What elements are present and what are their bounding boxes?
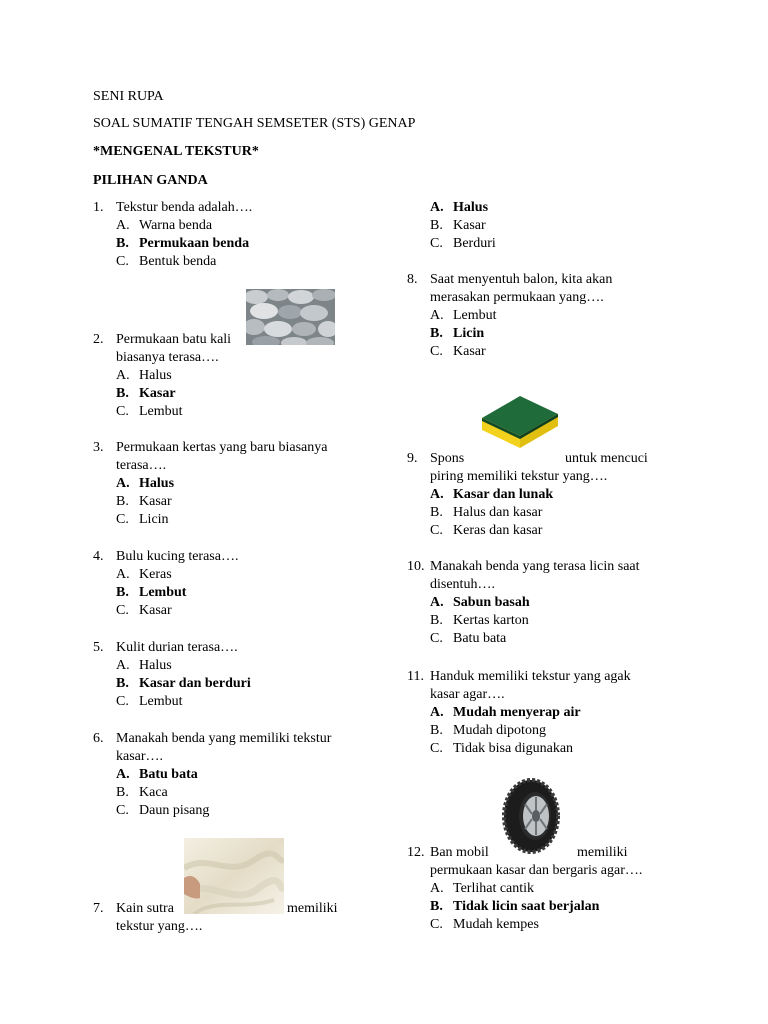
question-number: 8. — [407, 272, 418, 287]
question-number: 1. — [93, 200, 104, 215]
option-b: B. Kasar — [116, 494, 172, 509]
question-text-cont: permukaan kasar dan bergaris agar…. — [430, 863, 643, 878]
option-a: A. Lembut — [430, 308, 497, 323]
question-text-cont: biasanya terasa…. — [116, 350, 219, 365]
question-text-after-image: memiliki — [287, 901, 338, 916]
question-text-cont: terasa…. — [116, 458, 167, 473]
question-text-cont: kasar…. — [116, 749, 164, 764]
question-number: 6. — [93, 731, 104, 746]
question-text: Manakah benda yang terasa licin saat — [430, 559, 640, 574]
question-text: Saat menyentuh balon, kita akan — [430, 272, 613, 287]
question-text-cont: kasar agar…. — [430, 687, 505, 702]
question-number: 5. — [93, 640, 104, 655]
option-c: C. Keras dan kasar — [430, 523, 543, 538]
question-text: Kulit durian terasa…. — [116, 640, 238, 655]
car-tire-image — [498, 777, 564, 855]
question-number: 11. — [407, 669, 424, 684]
question-number: 9. — [407, 451, 418, 466]
option-b: B. Kasar — [430, 218, 486, 233]
subject-title: SENI RUPA — [93, 89, 164, 104]
option-c: C. Lembut — [116, 404, 183, 419]
exam-title: SOAL SUMATIF TENGAH SEMSETER (STS) GENAP — [93, 116, 416, 131]
option-a-correct: A. Halus — [430, 200, 489, 215]
section-title: PILIHAN GANDA — [93, 173, 208, 188]
question-text-cont: piring memiliki tekstur yang…. — [430, 469, 608, 484]
question-text: Ban mobil — [430, 845, 489, 860]
option-c: C. Daun pisang — [116, 803, 210, 818]
option-a-correct: A. Halus — [116, 476, 175, 491]
question-text: Permukaan batu kali — [116, 332, 232, 347]
option-c: C. Lembut — [116, 694, 183, 709]
option-b: B. Mudah dipotong — [430, 723, 546, 738]
question-text-after-image: untuk mencuci — [565, 451, 648, 466]
option-b-correct: B. Kasar — [116, 386, 176, 401]
option-c: C. Tidak bisa digunakan — [430, 741, 574, 756]
question-text: Kain sutra — [116, 901, 174, 916]
option-b-correct: B. Tidak licin saat berjalan — [430, 899, 600, 914]
question-text: Permukaan kertas yang baru biasanya — [116, 440, 328, 455]
option-b: B. Kertas karton — [430, 613, 529, 628]
question-text-cont: disentuh…. — [430, 577, 495, 592]
option-c: C. Kasar — [430, 344, 486, 359]
option-a: A. Keras — [116, 567, 172, 582]
option-a: A. Warna benda — [116, 218, 213, 233]
option-c: C. Batu bata — [430, 631, 507, 646]
option-b-correct: B. Lembut — [116, 585, 187, 600]
option-b-correct: B. Licin — [430, 326, 485, 341]
question-text: Manakah benda yang memiliki tekstur — [116, 731, 332, 746]
option-a-correct: A. Sabun basah — [430, 595, 530, 610]
question-text: Handuk memiliki tekstur yang agak — [430, 669, 631, 684]
option-b: B. Kaca — [116, 785, 168, 800]
question-text-cont: merasakan permukaan yang…. — [430, 290, 604, 305]
option-c: C. Kasar — [116, 603, 172, 618]
question-text: Tekstur benda adalah…. — [116, 200, 253, 215]
option-b: B. Halus dan kasar — [430, 505, 543, 520]
option-c: C. Licin — [116, 512, 169, 527]
question-text-after-image: memiliki — [577, 845, 628, 860]
question-number: 4. — [93, 549, 104, 564]
river-stones-image — [246, 289, 335, 345]
option-b-correct: B. Kasar dan berduri — [116, 676, 251, 691]
silk-cloth-image — [184, 838, 284, 914]
option-c: C. Bentuk benda — [116, 254, 217, 269]
option-a: A. Halus — [116, 368, 172, 383]
option-a-correct: A. Batu bata — [116, 767, 198, 782]
option-c: C. Berduri — [430, 236, 496, 251]
question-number: 7. — [93, 901, 104, 916]
question-number: 10. — [407, 559, 425, 574]
question-number: 12. — [407, 845, 425, 860]
option-a-correct: A. Kasar dan lunak — [430, 487, 554, 502]
option-a: A. Terlihat cantik — [430, 881, 535, 896]
sponge-image — [476, 380, 562, 452]
question-text: Bulu kucing terasa…. — [116, 549, 239, 564]
option-a-correct: A. Mudah menyerap air — [430, 705, 581, 720]
question-text-cont: tekstur yang…. — [116, 919, 203, 934]
question-number: 3. — [93, 440, 104, 455]
option-b-correct: B. Permukaan benda — [116, 236, 250, 251]
question-text: Spons — [430, 451, 465, 466]
topic-title: *MENGENAL TEKSTUR* — [93, 144, 259, 159]
option-a: A. Halus — [116, 658, 172, 673]
option-c: C. Mudah kempes — [430, 917, 539, 932]
question-number: 2. — [93, 332, 104, 347]
